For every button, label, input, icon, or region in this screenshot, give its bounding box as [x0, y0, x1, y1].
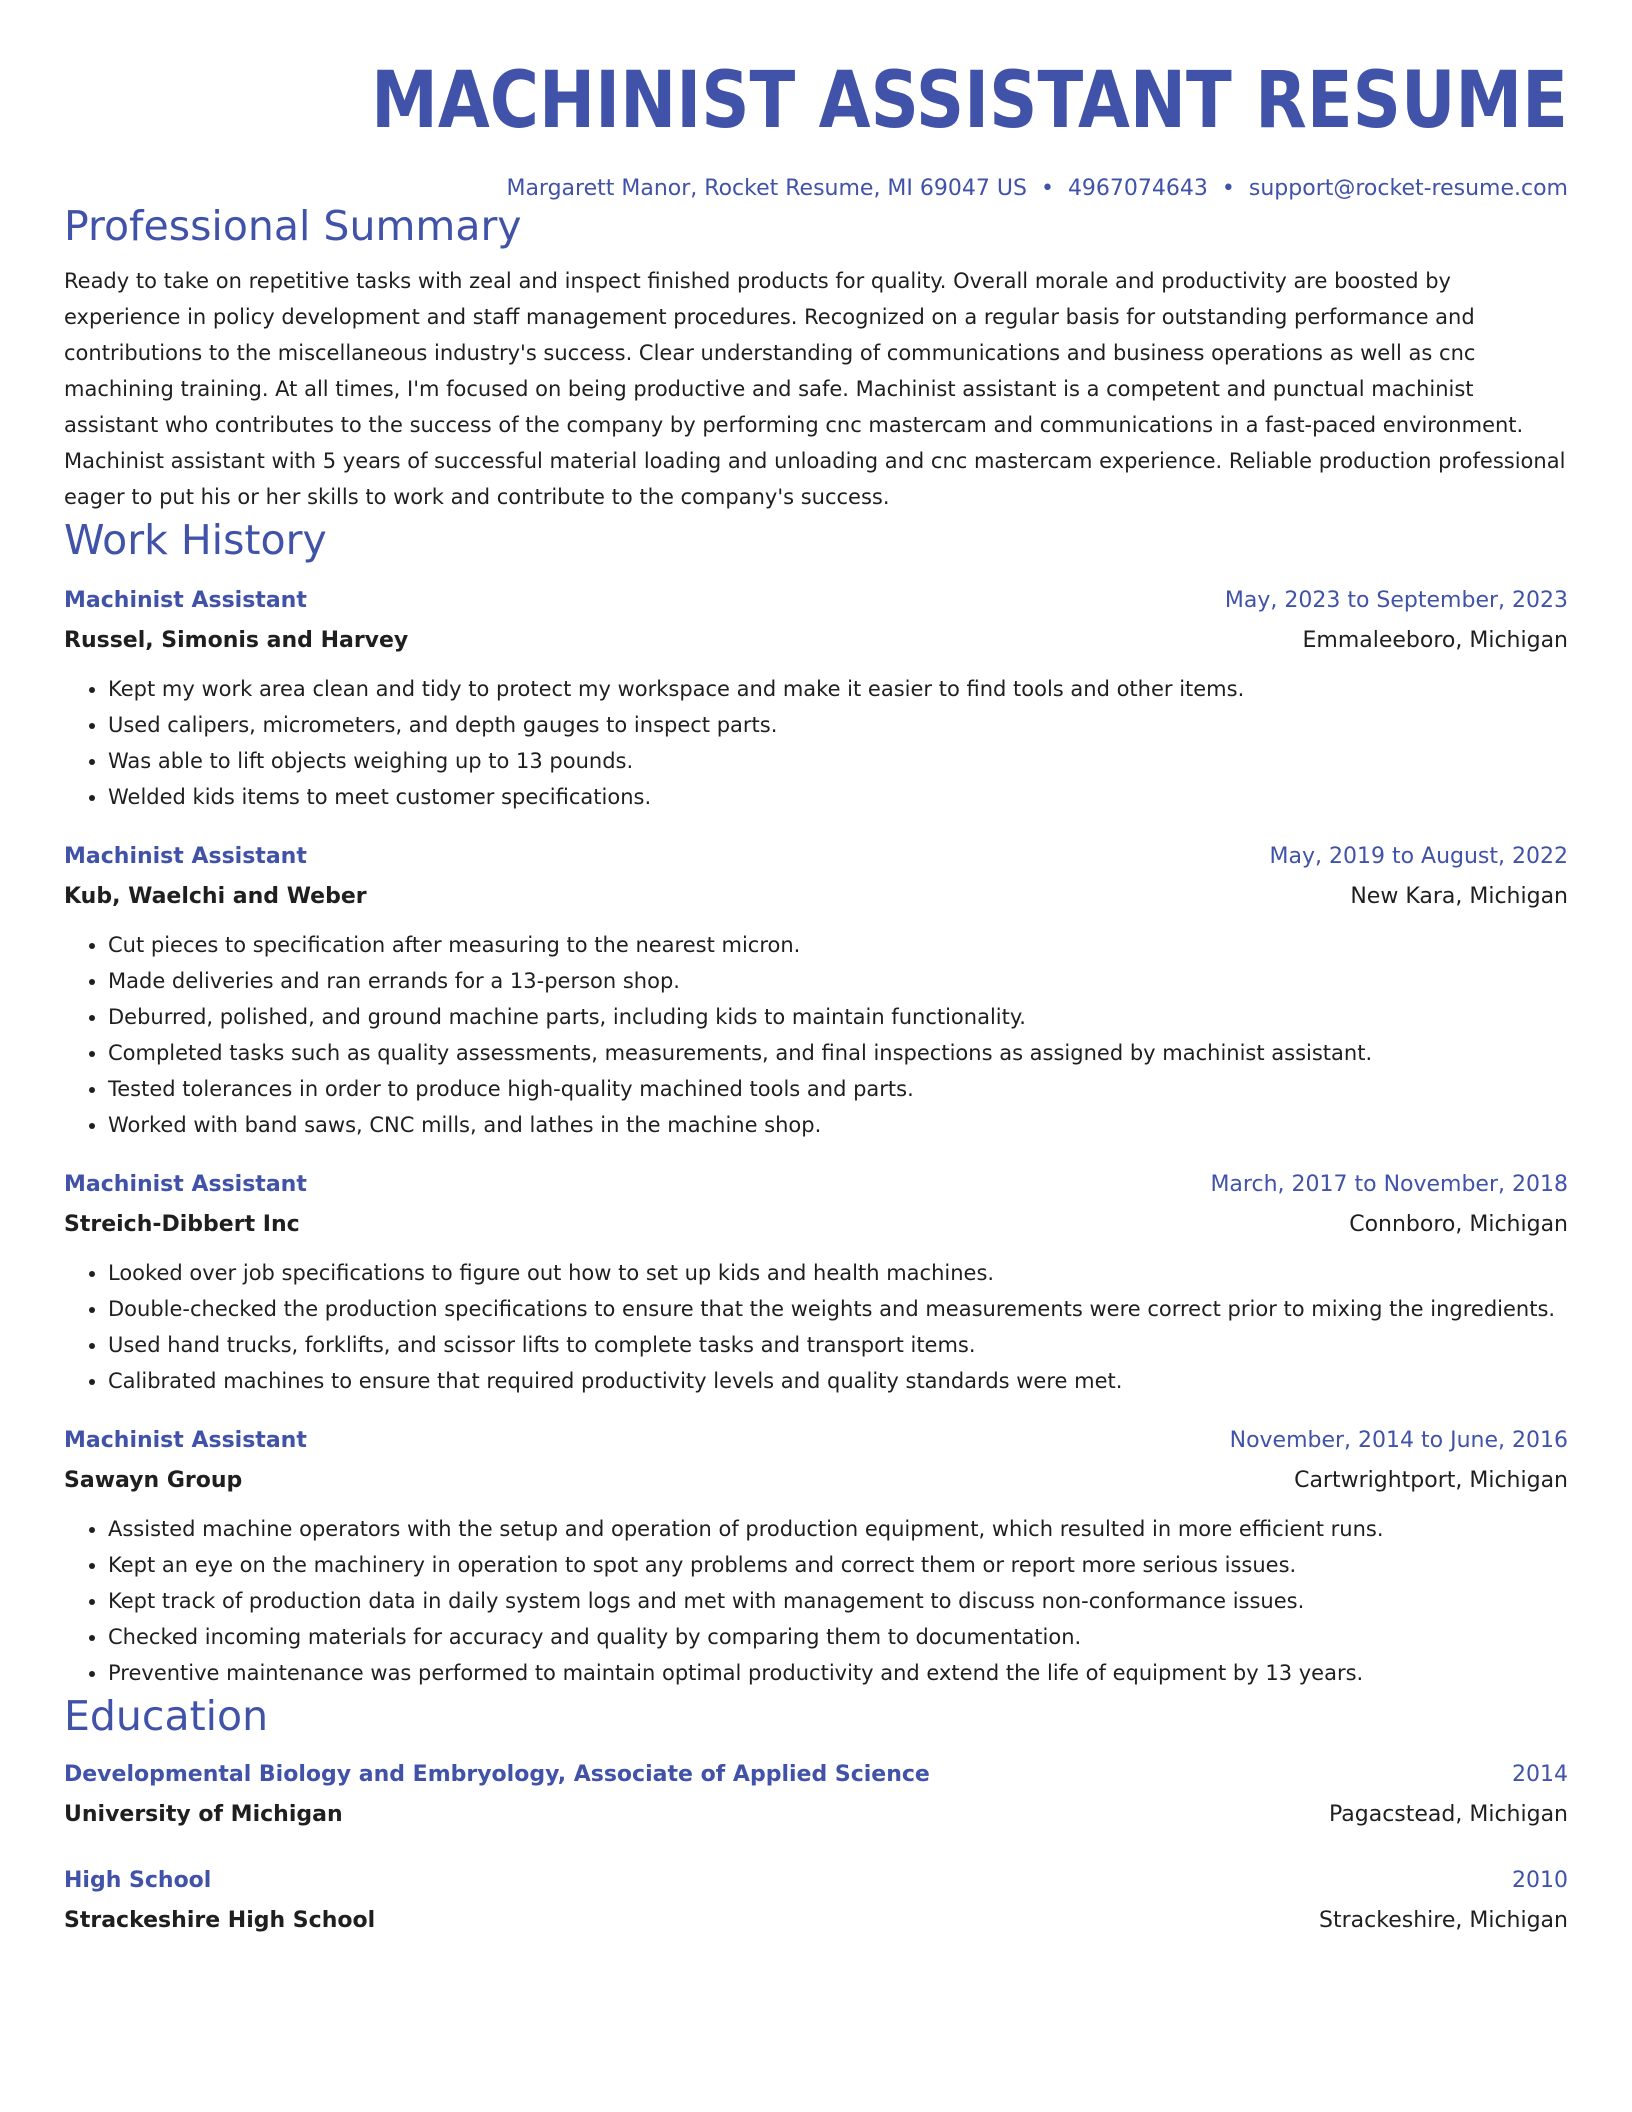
job-header-row [64, 1165, 1568, 1205]
job-location: Cartwrightport, Michigan [1294, 1468, 1568, 1493]
job-company: Streich-Dibbert Inc [64, 1212, 300, 1237]
education-location: Pagacstead, Michigan [1329, 1802, 1568, 1827]
job-bullets [64, 671, 1568, 815]
job-role: Machinist Assistant [64, 1172, 307, 1197]
summary-text: Ready to take on repetitive tasks with zeal and inspect finished products for quality. Overall morale and productivity are boosted by experience in policy development and staff management procedures. Recognized on a regular basis for outstanding performance and contributions to the miscellaneous industry's success. Clear understanding of communications and business operations as well as cnc machining training. At all times, I'm focused on being productive and safe. Machinist assistant is a competent and punctual machinist assistant who contributes to the success of the company by performing cnc mastercam and communications in a fast-paced environment. Machinist assistant with 5 years of successful material loading and unloading and cnc mastercam experience. Reliable production professional eager to put his or her skills to work and contribute to the company's success. [64, 269, 1566, 509]
education-school-row [64, 1901, 1568, 1941]
education-header-row [64, 1755, 1568, 1795]
job-bullet: • Completed tasks such as quality assessments, measurements, and final inspections as assigned by machinist assistant. [108, 1035, 1568, 1071]
job-bullets [64, 1255, 1568, 1399]
job-header-row [64, 837, 1568, 877]
contact-address: Margarett Manor, Rocket Resume, MI 69047 US [506, 176, 1027, 201]
education-degree: Developmental Biology and Embryology, Associate of Applied Science [64, 1762, 930, 1787]
job-role: Machinist Assistant [64, 844, 307, 869]
job-bullet: • Used calipers, micrometers, and depth gauges to inspect parts. [108, 707, 1568, 743]
job-entry [64, 837, 1568, 1143]
education-degree: High School [64, 1868, 212, 1893]
job-bullet: • Assisted machine operators with the setup and operation of production equipment, which resulted in more efficient runs. [108, 1511, 1568, 1547]
resume-title: MACHINIST ASSISTANT RESUME [371, 56, 1568, 146]
job-bullet: • Preventive maintenance was performed to maintain optimal productivity and extend the life of equipment by 13 years. [108, 1655, 1568, 1691]
education-year: 2010 [1512, 1868, 1568, 1893]
job-bullet: • Made deliveries and ran errands for a 13-person shop. [108, 963, 1568, 999]
job-company: Russel, Simonis and Harvey [64, 628, 409, 653]
job-bullet: • Used hand trucks, forklifts, and scissor lifts to complete tasks and transport items. [108, 1327, 1568, 1363]
job-header-row [64, 581, 1568, 621]
education-school-row [64, 1795, 1568, 1835]
job-dates: May, 2023 to September, 2023 [1224, 588, 1568, 613]
contact-separator: • [1221, 176, 1235, 201]
job-company-row [64, 621, 1568, 661]
job-bullets [64, 927, 1568, 1143]
job-bullets [64, 1511, 1568, 1691]
education-location: Strackeshire, Michigan [1319, 1908, 1568, 1933]
job-role: Machinist Assistant [64, 588, 307, 613]
job-bullet: • Checked incoming materials for accuracy and quality by comparing them to documentation. [108, 1619, 1568, 1655]
contact-phone: 4967074643 [1067, 176, 1208, 201]
summary-heading: Professional Summary [64, 202, 522, 250]
job-bullet: • Looked over job specifications to figure out how to set up kids and health machines. [108, 1255, 1568, 1291]
job-bullet: • Welded kids items to meet customer specifications. [108, 779, 1568, 815]
contact-separator: • [1040, 176, 1054, 201]
job-company-row [64, 1205, 1568, 1245]
job-entry [64, 1421, 1568, 1691]
education-year: 2014 [1512, 1762, 1568, 1787]
job-bullet: • Worked with band saws, CNC mills, and lathes in the machine shop. [108, 1107, 1568, 1143]
job-header-row [64, 1421, 1568, 1461]
job-entry [64, 581, 1568, 815]
job-company-row [64, 877, 1568, 917]
contact-line [64, 176, 1568, 201]
job-bullet: • Double-checked the production specifications to ensure that the weights and measurements were correct prior to mixing the ingredients. [108, 1291, 1568, 1327]
job-location: Connboro, Michigan [1349, 1212, 1568, 1237]
education-entry [64, 1861, 1568, 1941]
job-company: Sawayn Group [64, 1468, 243, 1493]
job-dates: May, 2019 to August, 2022 [1269, 844, 1568, 869]
job-bullet: • Cut pieces to specification after measuring to the nearest micron. [108, 927, 1568, 963]
job-dates: March, 2017 to November, 2018 [1210, 1172, 1568, 1197]
job-bullet: • Calibrated machines to ensure that required productivity levels and quality standards were met. [108, 1363, 1568, 1399]
job-dates: November, 2014 to June, 2016 [1229, 1428, 1568, 1453]
work-history-heading: Work History [64, 516, 327, 564]
job-company: Kub, Waelchi and Weber [64, 884, 367, 909]
education-heading: Education [64, 1692, 269, 1740]
job-location: New Kara, Michigan [1350, 884, 1568, 909]
job-bullet: • Was able to lift objects weighing up to 13 pounds. [108, 743, 1568, 779]
job-bullet: • Kept an eye on the machinery in operation to spot any problems and correct them or report more serious issues. [108, 1547, 1568, 1583]
education-school: Strackeshire High School [64, 1908, 376, 1933]
job-bullet: • Kept my work area clean and tidy to protect my workspace and make it easier to find tools and other items. [108, 671, 1568, 707]
job-bullet: • Kept track of production data in daily system logs and met with management to discuss non-conformance issues. [108, 1583, 1568, 1619]
job-entry [64, 1165, 1568, 1399]
job-role: Machinist Assistant [64, 1428, 307, 1453]
job-bullet: • Deburred, polished, and ground machine parts, including kids to maintain functionality. [108, 999, 1568, 1035]
job-location: Emmaleeboro, Michigan [1302, 628, 1568, 653]
education-school: University of Michigan [64, 1802, 343, 1827]
contact-email[interactable]: support@rocket-resume.com [1248, 176, 1568, 201]
education-entry [64, 1755, 1568, 1835]
job-company-row [64, 1461, 1568, 1501]
job-bullet: • Tested tolerances in order to produce high-quality machined tools and parts. [108, 1071, 1568, 1107]
education-header-row [64, 1861, 1568, 1901]
